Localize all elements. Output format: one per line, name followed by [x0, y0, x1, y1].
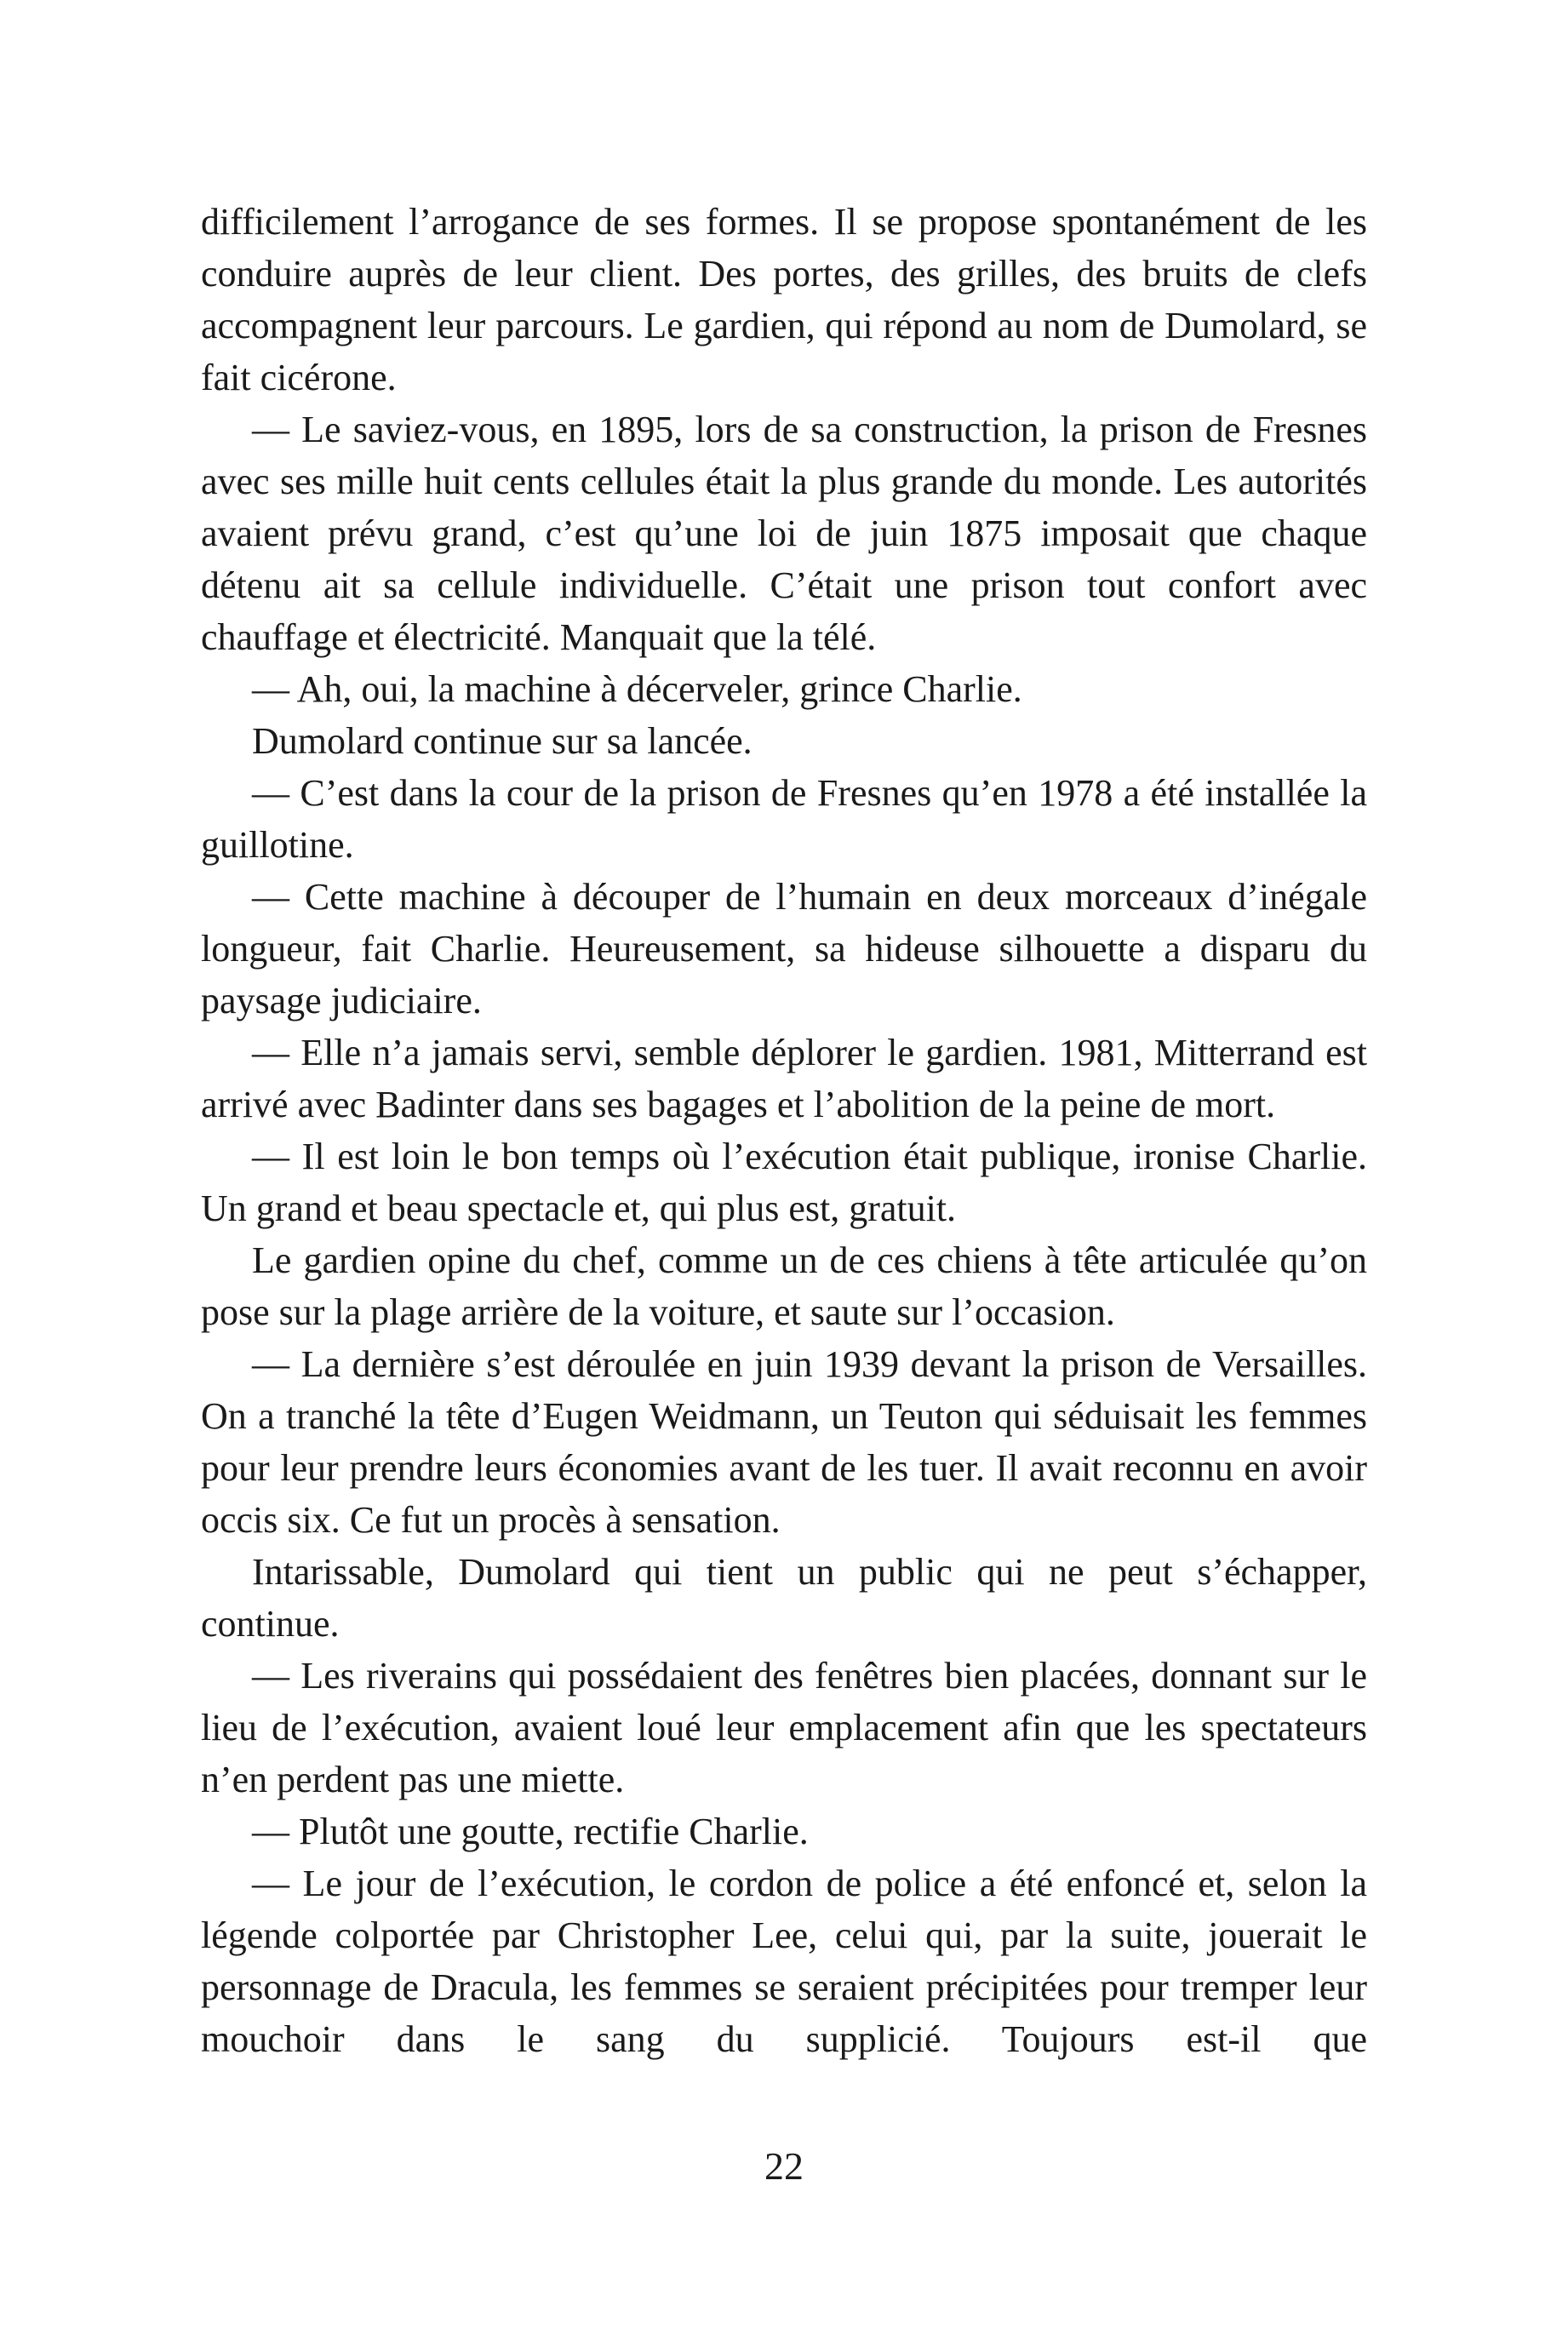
paragraph-4: Dumolard continue sur sa lancée. — [252, 720, 753, 762]
paragraph-12: — Les riverains qui possédaient des fenêtres bien placées, donnant sur le lieu de l’exécution, avaient loué leur emplacement afin que les spectateurs n’en perdent pas une miette. — [201, 1655, 1367, 1800]
paragraph-7: — Elle n’a jamais servi, semble déplorer le gardien. 1981, Mitterrand est arrivé avec Badinter dans ses bagages et l’abolition de la peine de mort. — [201, 1032, 1367, 1125]
paragraph-10: — La dernière s’est déroulée en juin 1939 devant la prison de Versailles. On a tranché la tête d’Eugen Weidmann, un Teuton qui séduisait les femmes pour leur prendre leurs économies avant de les tuer. Il avait reconnu en avoir occis six. Ce fut un procès à sensation. — [201, 1343, 1367, 1541]
page-number: 22 — [764, 2144, 804, 2188]
paragraph-14: — Le jour de l’exécution, le cordon de police a été enfoncé et, selon la légende colportée par Christopher Lee, celui qui, par la suite, jouerait le personnage de Dracula, les femmes se seraient précipitées pour tremper leur mouchoir dans le sang du supplicié. Toujours est-il que — [201, 1863, 1367, 2060]
paragraph-5: — C’est dans la cour de la prison de Fresnes qu’en 1978 a été installée la guillotine. — [201, 772, 1367, 866]
paragraph-13: — Plutôt une goutte, rectifie Charlie. — [252, 1811, 809, 1852]
paragraph-9: Le gardien opine du chef, comme un de ces chiens à tête articulée qu’on pose sur la plage arrière de la voiture, et saute sur l’occasion. — [201, 1239, 1367, 1333]
paragraph-2: — Le saviez-vous, en 1895, lors de sa construction, la prison de Fresnes avec ses mille huit cents cellules était la plus grande du monde. Les autorités avaient prévu grand, c’est qu’une loi de juin 1875 imposait que chaque détenu ait sa cellule individuelle. C’était une prison tout confort avec chauffage et électricité. Manquait que la télé. — [201, 409, 1367, 658]
paragraph-6: — Cette machine à découper de l’humain en deux morceaux d’inégale longueur, fait Charlie. Heureusement, sa hideuse silhouette a disparu du paysage judiciaire. — [201, 876, 1367, 1021]
paragraph-3: — Ah, oui, la machine à décerveler, grince Charlie. — [252, 668, 1022, 710]
paragraph-11: Intarissable, Dumolard qui tient un public qui ne peut s’échapper, continue. — [201, 1551, 1367, 1645]
paragraph-1: difficilement l’arrogance de ses formes. Il se propose spontanément de les conduire auprès de leur client. Des portes, des grilles, des bruits de clefs accompagnent leur parcours. Le gardien, qui répond au nom de Dumolard, se fait cicérone. — [201, 201, 1367, 398]
paragraph-8: — Il est loin le bon temps où l’exécution était publique, ironise Charlie. Un grand et beau spectacle et, qui plus est, gratuit. — [201, 1136, 1367, 1229]
page-body — [201, 196, 1367, 2065]
